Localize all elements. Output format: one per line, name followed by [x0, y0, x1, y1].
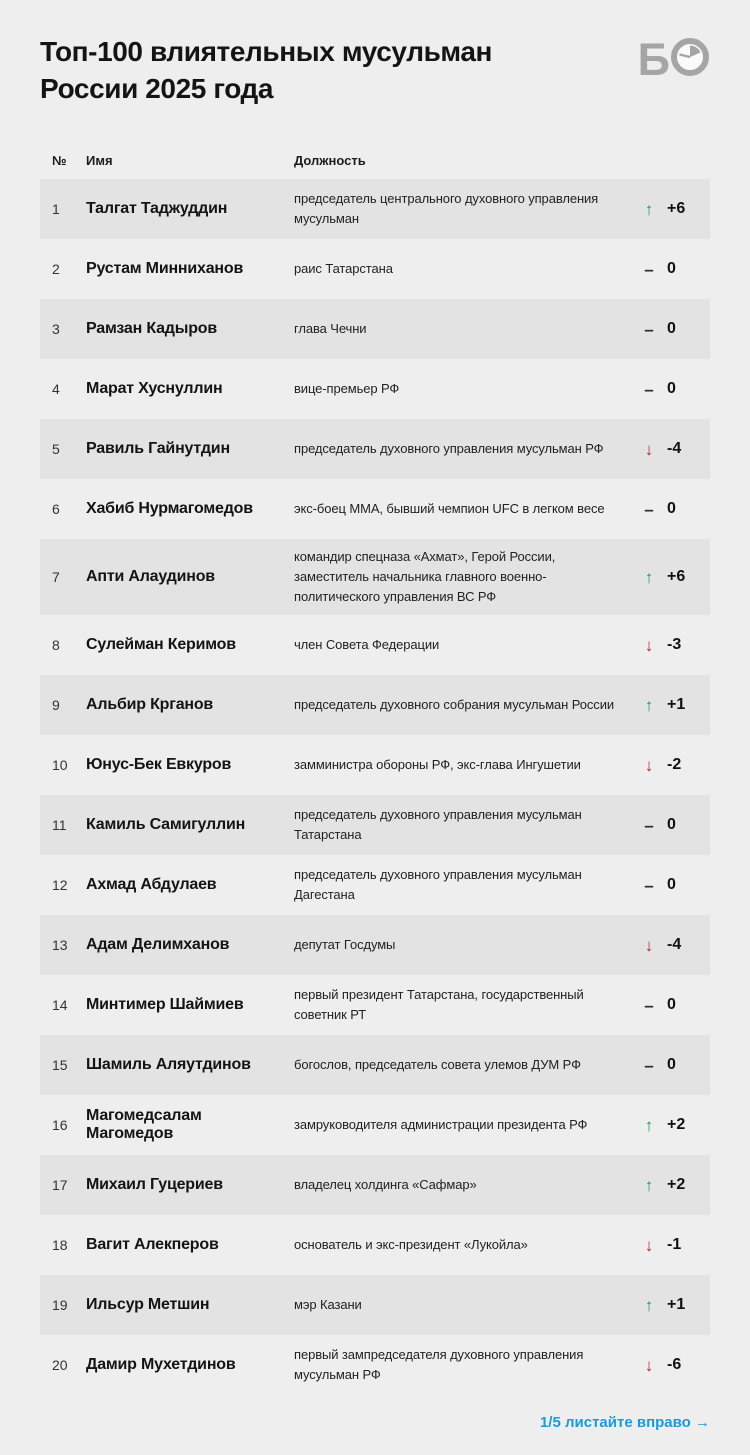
position-cell: экс-боец ММА, бывший чемпион UFC в легком весе [294, 501, 605, 516]
trend-none-icon: – [644, 319, 654, 339]
change-cell: +2 [667, 1176, 686, 1193]
trend-down-icon: ↓ [644, 1235, 654, 1255]
change-cell: 0 [667, 260, 676, 277]
name-cell: Шамиль Аляутдинов [86, 1056, 251, 1073]
rank-cell: 10 [52, 757, 68, 773]
logo-letter: Б [637, 33, 669, 85]
change-cell: 0 [667, 996, 676, 1013]
name-cell: Магомедсалам Магомедов [86, 1107, 202, 1142]
trend-up-icon: ↑ [644, 695, 654, 715]
change-cell: 0 [667, 380, 676, 397]
ranking-table [0, 153, 750, 1395]
name-cell: Камиль Самигуллин [86, 816, 246, 833]
table-row [40, 1035, 710, 1095]
rank-cell: 14 [52, 997, 68, 1013]
page-title: Топ-100 влиятельных мусульман России 2025 года [40, 36, 493, 104]
position-cell: раис Татарстана [294, 261, 393, 276]
business-online-logo [637, 33, 710, 85]
table-row [40, 1335, 710, 1395]
trend-down-icon: ↓ [644, 755, 654, 775]
rank-cell: 12 [52, 877, 68, 893]
position-cell: замминистра обороны РФ, экс-глава Ингушетии [294, 757, 581, 772]
trend-up-icon: ↑ [644, 1115, 654, 1135]
rank-cell: 15 [52, 1057, 68, 1073]
table-row [40, 539, 710, 615]
trend-up-icon: ↑ [644, 199, 654, 219]
rank-cell: 4 [52, 381, 60, 397]
position-cell: командир спецназа «Ахмат», Герой России, заместитель начальника главного военно-политического управления ВС РФ [294, 549, 556, 604]
trend-none-icon: – [644, 1055, 654, 1075]
table-row [40, 1155, 710, 1215]
table-row [40, 1275, 710, 1335]
position-cell: председатель духовного управления мусульман Дагестана [294, 867, 582, 902]
change-cell: 0 [667, 320, 676, 337]
rank-cell: 8 [52, 637, 60, 653]
name-cell: Ильсур Метшин [86, 1296, 210, 1313]
trend-down-icon: ↓ [644, 935, 654, 955]
trend-up-icon: ↑ [644, 1175, 654, 1195]
table-row [40, 419, 710, 479]
change-cell: -6 [667, 1356, 682, 1373]
position-cell: первый президент Татарстана, государственный советник РТ [294, 987, 584, 1022]
name-cell: Рустам Минниханов [86, 260, 244, 277]
name-cell: Равиль Гайнутдин [86, 440, 230, 457]
rank-cell: 5 [52, 441, 60, 457]
rank-cell: 13 [52, 937, 68, 953]
trend-none-icon: – [644, 379, 654, 399]
change-cell: +2 [667, 1116, 686, 1133]
change-cell: +1 [667, 1296, 686, 1313]
change-cell: +6 [667, 200, 686, 217]
table-row [40, 675, 710, 735]
position-cell: председатель духовного управления мусульман Татарстана [294, 807, 582, 842]
name-cell: Ахмад Абдулаев [86, 876, 217, 893]
name-cell: Адам Делимханов [86, 936, 230, 953]
position-cell: председатель духовного управления мусульман РФ [294, 441, 604, 456]
header-name: Имя [86, 153, 113, 168]
change-cell: -2 [667, 756, 682, 773]
table-row [40, 795, 710, 855]
change-cell: 0 [667, 500, 676, 517]
rank-cell: 1 [52, 201, 60, 217]
trend-down-icon: ↓ [644, 635, 654, 655]
rank-cell: 3 [52, 321, 60, 337]
name-cell: Рамзан Кадыров [86, 320, 217, 337]
rank-cell: 16 [52, 1117, 68, 1133]
change-cell: 0 [667, 876, 676, 893]
rank-cell: 19 [52, 1297, 68, 1313]
rank-cell: 7 [52, 569, 60, 585]
table-header-row [40, 153, 710, 179]
clock-icon [670, 37, 710, 82]
position-cell: мэр Казани [294, 1297, 362, 1312]
rank-cell: 17 [52, 1177, 68, 1193]
rank-cell: 11 [52, 817, 67, 833]
page-header [0, 0, 750, 107]
trend-down-icon: ↓ [644, 439, 654, 459]
change-cell: +1 [667, 696, 686, 713]
change-cell: +6 [667, 568, 686, 585]
table-row [40, 479, 710, 539]
rank-cell: 2 [52, 261, 60, 277]
position-cell: богослов, председатель совета улемов ДУМ РФ [294, 1057, 581, 1072]
rank-cell: 6 [52, 501, 60, 517]
table-row [40, 915, 710, 975]
name-cell: Сулейман Керимов [86, 636, 236, 653]
name-cell: Хабиб Нурмагомедов [86, 500, 253, 517]
arrow-right-icon: → [695, 1414, 710, 1431]
name-cell: Михаил Гуцериев [86, 1176, 223, 1193]
trend-none-icon: – [644, 815, 654, 835]
position-cell: основатель и экс-президент «Лукойла» [294, 1237, 528, 1252]
name-cell: Альбир Крганов [86, 696, 214, 713]
change-cell: -4 [667, 936, 682, 953]
name-cell: Марат Хуснуллин [86, 380, 223, 397]
position-cell: замруководителя администрации президента РФ [294, 1117, 588, 1132]
table-row [40, 735, 710, 795]
position-cell: первый зампредседателя духовного управления мусульман РФ [294, 1347, 584, 1382]
pager-label: листайте вправо [564, 1414, 691, 1431]
name-cell: Вагит Алекперов [86, 1236, 219, 1253]
trend-none-icon: – [644, 995, 654, 1015]
position-cell: председатель духовного собрания мусульман России [294, 697, 615, 712]
carousel-next-hint[interactable] [540, 1414, 710, 1431]
table-row [40, 299, 710, 359]
table-row [40, 975, 710, 1035]
position-cell: депутат Госдумы [294, 937, 396, 952]
header-rank: № [52, 153, 67, 168]
name-cell: Юнус-Бек Евкуров [86, 756, 232, 773]
change-cell: -3 [667, 636, 682, 653]
table-row [40, 1215, 710, 1275]
name-cell: Минтимер Шаймиев [86, 996, 244, 1013]
position-cell: председатель центрального духовного управления мусульман [294, 191, 599, 226]
change-cell: 0 [667, 1056, 676, 1073]
position-cell: владелец холдинга «Сафмар» [294, 1177, 477, 1192]
change-cell: 0 [667, 816, 676, 833]
table-row [40, 1095, 710, 1155]
header-position: Должность [294, 153, 366, 168]
page-footer [0, 1414, 750, 1431]
trend-up-icon: ↑ [644, 1295, 654, 1315]
change-cell: -1 [667, 1236, 682, 1253]
rank-cell: 9 [52, 697, 60, 713]
table-row [40, 179, 710, 239]
pager-count: 1/5 [539, 1414, 561, 1431]
rank-cell: 18 [52, 1237, 68, 1253]
name-cell: Талгат Таджуддин [86, 200, 228, 217]
trend-down-icon: ↓ [644, 1355, 654, 1375]
table-row [40, 615, 710, 675]
trend-none-icon: – [644, 499, 654, 519]
trend-none-icon: – [644, 259, 654, 279]
rank-cell: 20 [52, 1357, 68, 1373]
table-row [40, 855, 710, 915]
position-cell: глава Чечни [294, 321, 367, 336]
table-body [40, 179, 710, 1395]
change-cell: -4 [667, 440, 682, 457]
trend-up-icon: ↑ [644, 567, 654, 587]
trend-none-icon: – [644, 875, 654, 895]
position-cell: член Совета Федерации [294, 637, 440, 652]
table-row [40, 239, 710, 299]
name-cell: Дамир Мухетдинов [86, 1356, 236, 1373]
name-cell: Апти Алаудинов [86, 568, 215, 585]
table-row [40, 359, 710, 419]
position-cell: вице-премьер РФ [294, 381, 400, 396]
